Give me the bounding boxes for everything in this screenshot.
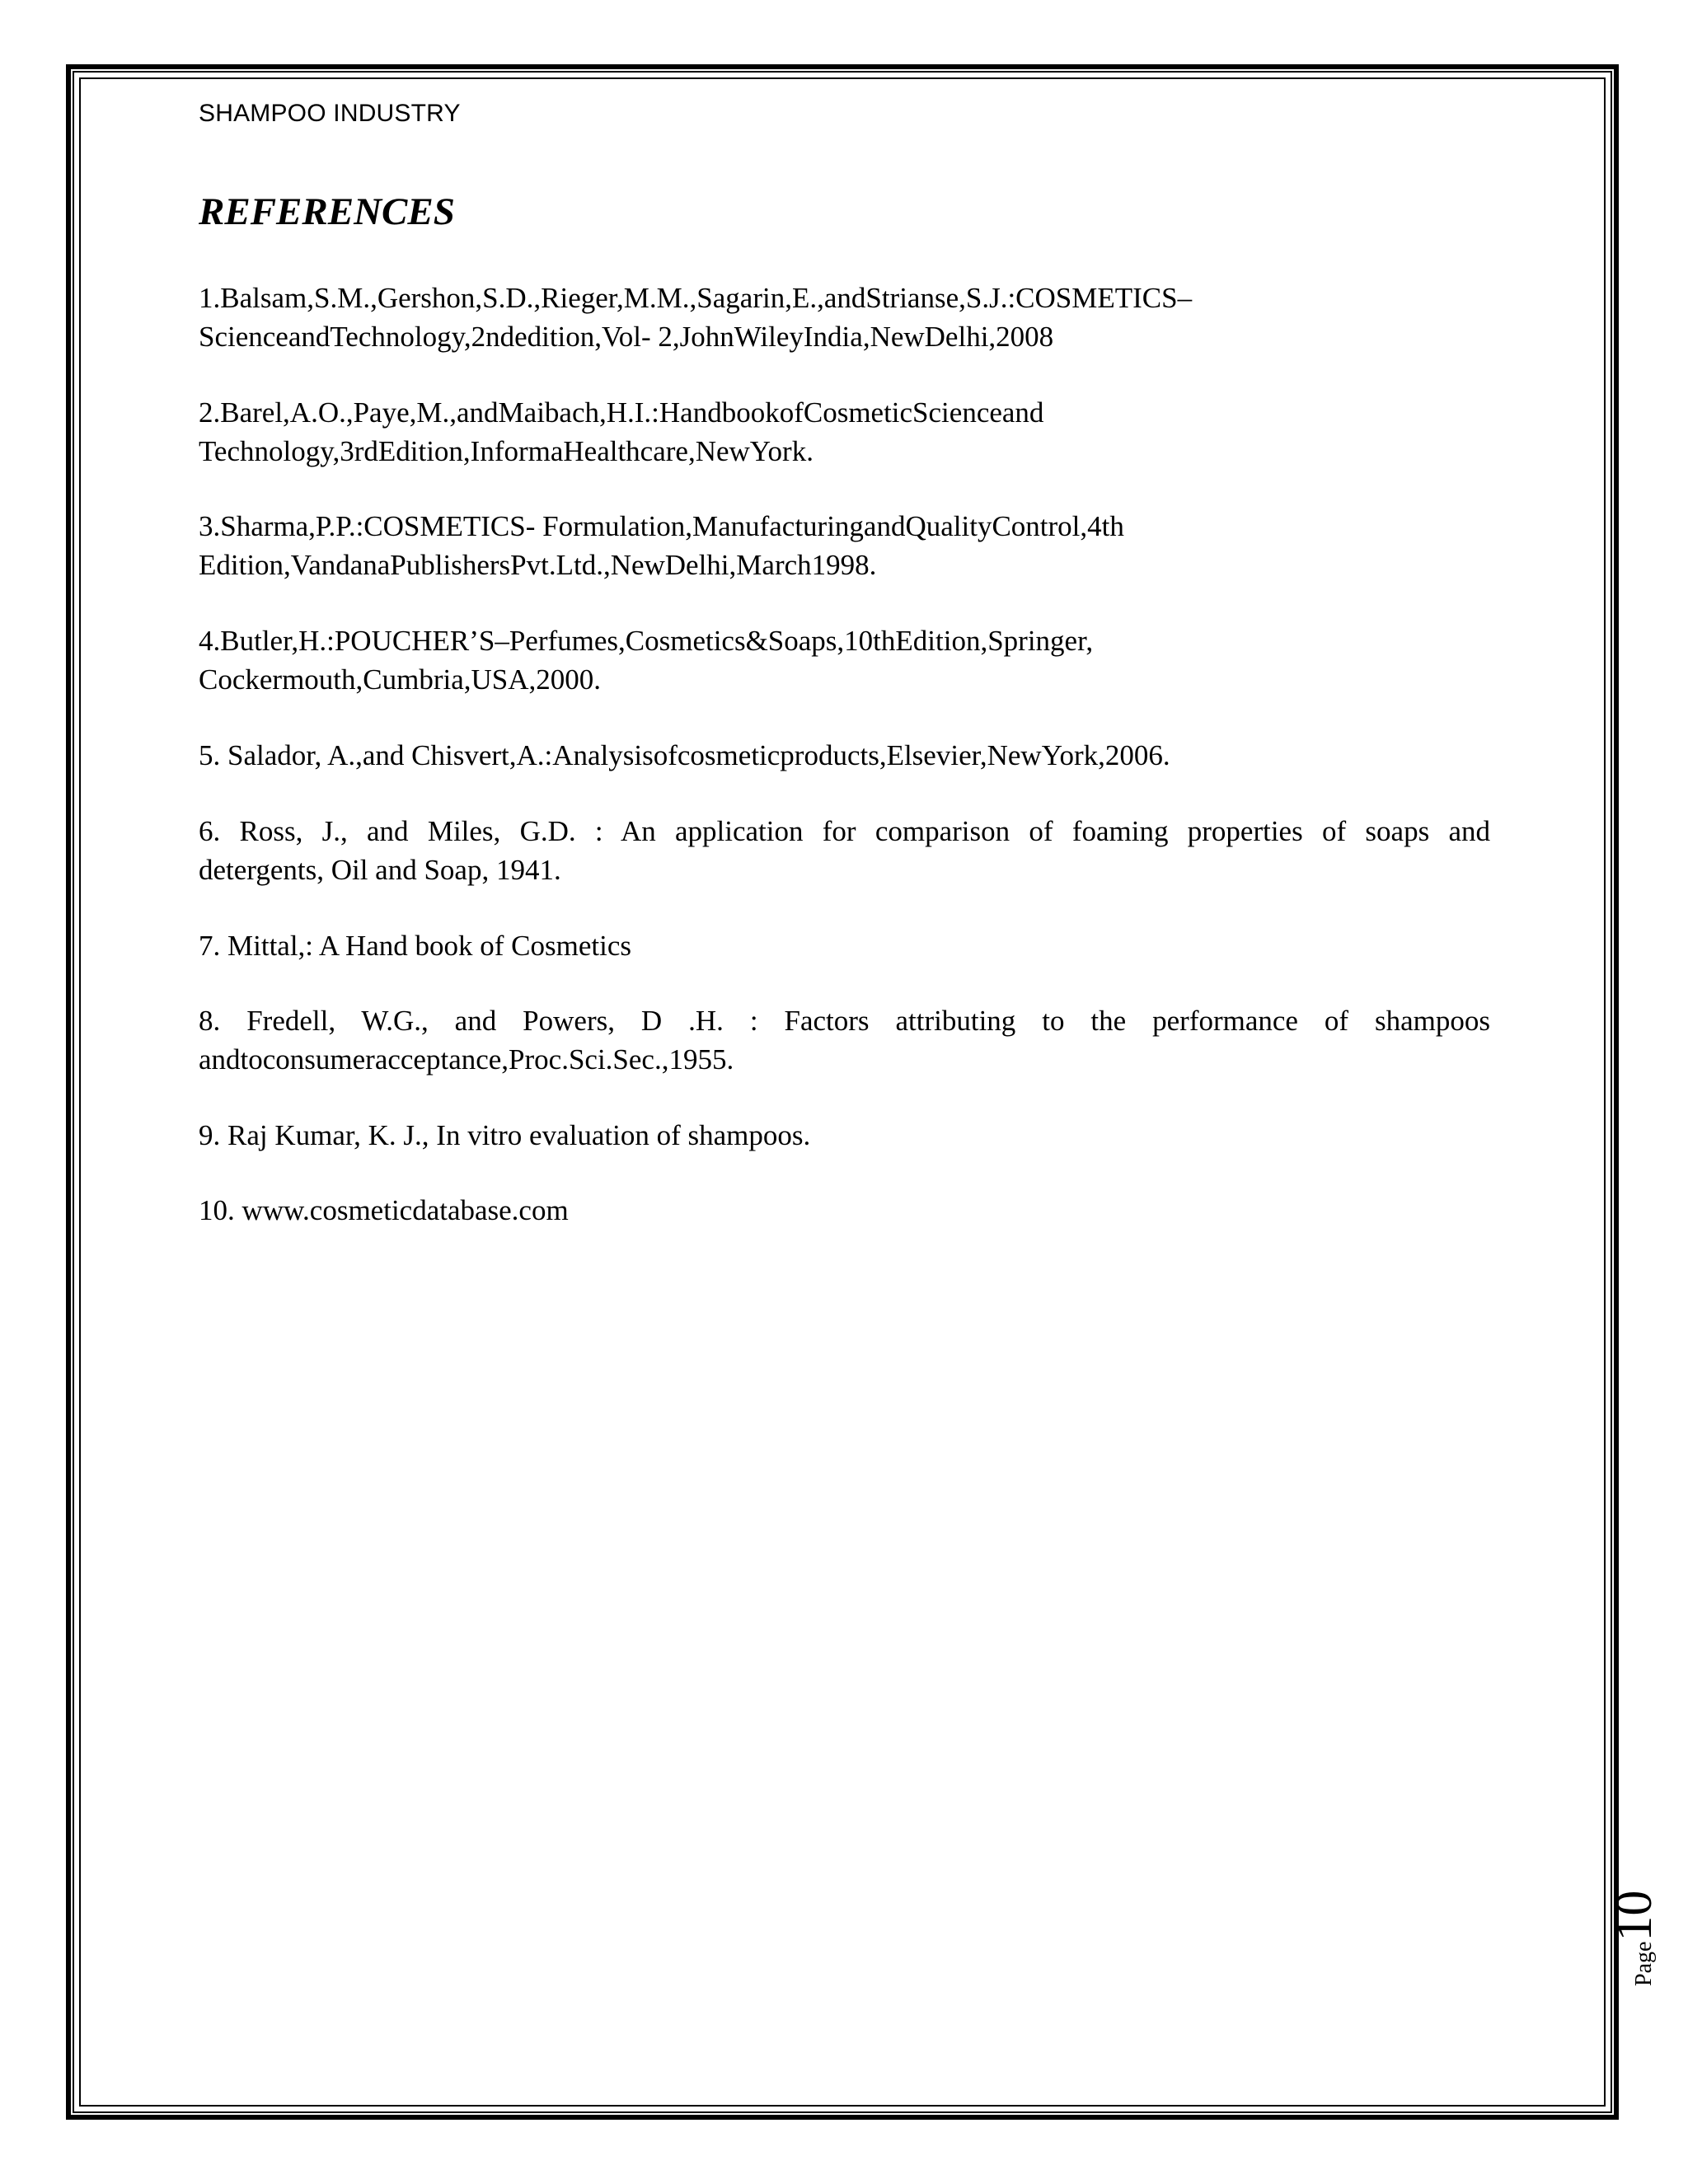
reference-item-6 xyxy=(199,812,1490,889)
reference-5-line-1: 5. Salador, A.,and Chisvert,A.:Analysisofcosmeticproducts,Elsevier,NewYork,2006. xyxy=(199,739,1170,771)
reference-7-line-1: 7. Mittal,: A Hand book of Cosmetics xyxy=(199,930,631,962)
reference-item-5 xyxy=(199,736,1490,775)
reference-item-9 xyxy=(199,1116,1490,1155)
page-number-block xyxy=(1606,1846,1662,1986)
reference-2-line-1: 2.Barel,A.O.,Paye,M.,andMaibach,H.I.:HandbookofCosmeticScienceand xyxy=(199,396,1044,429)
reference-9-line-1: 9. Raj Kumar, K. J., In vitro evaluation of shampoos. xyxy=(199,1119,811,1151)
reference-4-line-1: 4.Butler,H.:POUCHER’S–Perfumes,Cosmetics&Soaps,10thEdition,Springer, xyxy=(199,625,1094,657)
reference-8-line-1: 8. Fredell, W.G., and Powers, D .H. : Factors attributing to the performance of shampoos xyxy=(199,1005,1490,1037)
reference-8-line-2: andtoconsumeracceptance,Proc.Sci.Sec.,1955. xyxy=(199,1043,734,1076)
page-number: 10 xyxy=(1606,1890,1662,1942)
reference-item-7 xyxy=(199,926,1490,965)
reference-item-8 xyxy=(199,1001,1490,1079)
page-border-inner xyxy=(79,77,1606,2107)
reference-2-line-2: Technology,3rdEdition,InformaHealthcare,NewYork. xyxy=(199,435,814,467)
reference-1-line-2: ScienceandTechnology,2ndedition,Vol- 2,JohnWileyIndia,NewDelhi,2008 xyxy=(199,321,1054,353)
reference-10-line-1: 10. www.cosmeticdatabase.com xyxy=(199,1194,569,1226)
reference-item-10 xyxy=(199,1191,1490,1230)
reference-3-line-2: Edition,VandanaPublishersPvt.Ltd.,NewDelhi,March1998. xyxy=(199,549,877,581)
running-header: SHAMPOO INDUSTRY xyxy=(199,100,461,127)
page-title: REFERENCES xyxy=(199,190,455,233)
reference-3-line-1: 3.Sharma,P.P.:COSMETICS- Formulation,ManufacturingandQualityControl,4th xyxy=(199,510,1124,542)
reference-item-2 xyxy=(199,393,1490,471)
reference-6-line-2: detergents, Oil and Soap, 1941. xyxy=(199,854,561,886)
reference-item-3 xyxy=(199,507,1490,584)
reference-4-line-2: Cockermouth,Cumbria,USA,2000. xyxy=(199,663,602,696)
reference-item-1 xyxy=(199,279,1490,356)
reference-item-4 xyxy=(199,621,1490,699)
reference-1-line-1: 1.Balsam,S.M.,Gershon,S.D.,Rieger,M.M.,Sagarin,E.,andStrianse,S.J.:COSMETICS– xyxy=(199,282,1193,314)
reference-6-line-1: 6. Ross, J., and Miles, G.D. : An application for comparison of foaming properties of soaps and xyxy=(199,815,1490,847)
page-label: Page xyxy=(1631,1941,1657,1986)
